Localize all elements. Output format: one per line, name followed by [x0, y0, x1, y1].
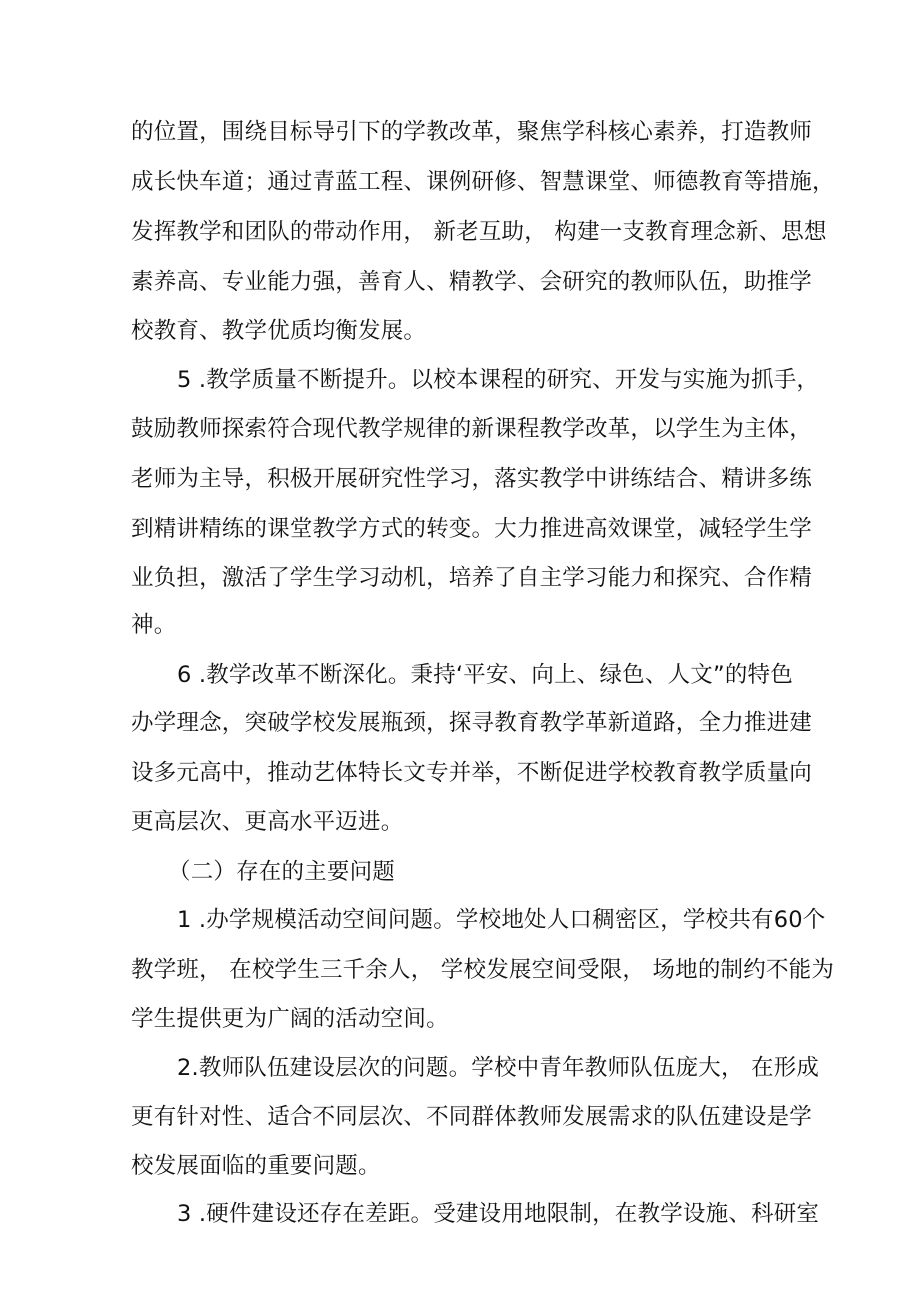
text-line: 业负担，激活了学生学习动机，培养了自主学习能力和探究、合作精	[131, 565, 813, 591]
text-line: 更有针对性、适合不同层次、不同群体教师发展需求的队伍建设是学	[131, 1104, 813, 1130]
section-heading: （二）存在的主要问题	[168, 859, 396, 885]
text-line: 成长快车道；通过青蓝工程、课例研修、智慧课堂、师德教育等措施，	[131, 169, 835, 195]
text-line: 发挥教学和团队的带动作用， 新老互助， 构建一支教育理念新、思想	[131, 219, 827, 245]
text-line: 1 .办学规模活动空间问题。学校地处人口稠密区，学校共有60个	[177, 907, 826, 933]
text-line: 6 .教学改革不断深化。秉持‘平安、向上、绿色、人文”的特色	[177, 662, 793, 688]
text-line: 设多元高中，推动艺体特长文专并举，不断促进学校教育教学质量向	[131, 760, 813, 786]
text-line: 更高层次、更高水平迈进。	[131, 809, 404, 835]
text-line: 的位置，围绕目标导引下的学教改革，聚焦学科核心素养，打造教师	[131, 119, 813, 145]
text-line: 到精讲精练的课堂教学方式的转变。大力推进高效课堂，减轻学生学	[131, 516, 813, 542]
text-line: 教学班， 在校学生三千余人， 学校发展空间受限， 场地的制约不能为	[131, 957, 835, 983]
text-line: 3 .硬件建设还存在差距。受建设用地限制，在教学设施、科研室	[177, 1201, 820, 1227]
text-line: 老师为主导，积极开展研究性学习，落实教学中讲练结合、精讲多练	[131, 466, 813, 492]
text-line: 校发展面临的重要问题。	[131, 1153, 381, 1179]
text-line: 校教育、教学优质均衡发展。	[131, 318, 427, 344]
text-line: 办学理念，突破学校发展瓶颈，探寻教育教学革新道路，全力推进建	[131, 710, 813, 736]
text-line: 2.教师队伍建设层次的问题。学校中青年教师队伍庞大， 在形成	[177, 1055, 820, 1081]
text-line: 5 .教学质量不断提升。以校本课程的研究、开发与实施为抓手，	[177, 367, 820, 393]
text-line: 学生提供更为广阔的活动空间。	[131, 1006, 449, 1032]
text-line: 素养高、专业能力强，善育人、精教学、会研究的教师队伍，助推学	[131, 269, 813, 295]
text-line: 鼓励教师探索符合现代教学规律的新课程教学改革，以学生为主体，	[131, 416, 813, 442]
text-line: 神。	[131, 612, 177, 638]
